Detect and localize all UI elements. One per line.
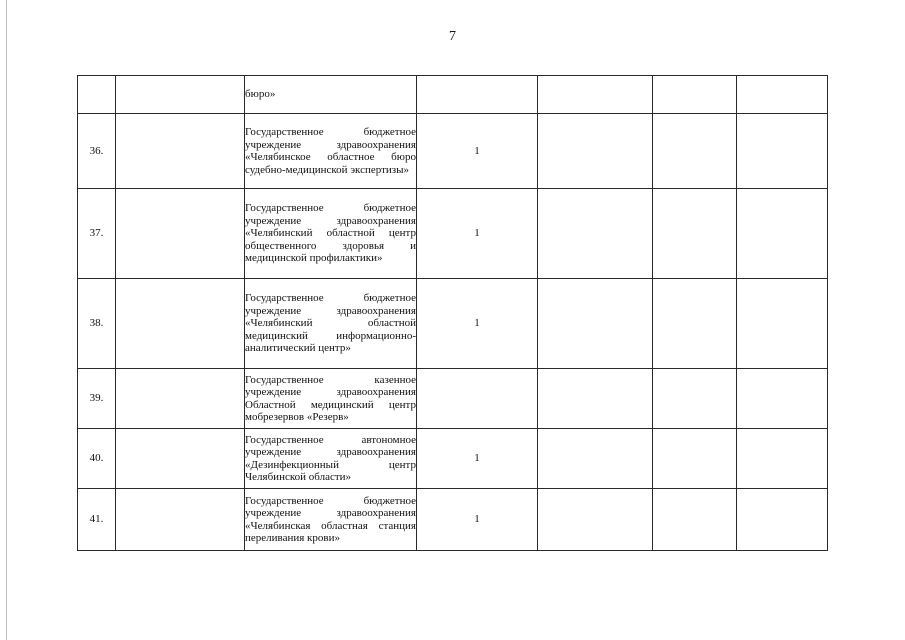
institution-name: бюро» <box>245 76 417 114</box>
empty-cell <box>653 189 737 279</box>
table-row <box>78 189 828 279</box>
quantity-cell: 1 <box>417 114 538 189</box>
empty-cell <box>116 369 245 429</box>
empty-cell <box>653 429 737 489</box>
empty-cell <box>653 279 737 369</box>
empty-cell <box>737 489 828 551</box>
institutions-table <box>77 75 828 551</box>
empty-cell <box>737 279 828 369</box>
empty-cell <box>737 369 828 429</box>
scan-edge-line <box>6 0 7 640</box>
empty-cell <box>116 279 245 369</box>
institution-name: Государственное бюджетное учреждение здравоохранения «Челябинская областная станция переливания крови» <box>245 489 417 551</box>
empty-cell <box>538 279 653 369</box>
table-row <box>78 76 828 114</box>
empty-cell <box>538 369 653 429</box>
institution-name: Государственное бюджетное учреждение здравоохранения «Челябинский областной медицинский информационно-аналитический центр» <box>245 279 417 369</box>
quantity-cell: 1 <box>417 429 538 489</box>
quantity-cell <box>417 369 538 429</box>
table-row <box>78 369 828 429</box>
row-number: 37. <box>78 189 116 279</box>
empty-cell <box>538 76 653 114</box>
row-number: 39. <box>78 369 116 429</box>
empty-cell <box>737 114 828 189</box>
quantity-cell <box>417 76 538 114</box>
table-row <box>78 429 828 489</box>
empty-cell <box>116 489 245 551</box>
empty-cell <box>538 114 653 189</box>
empty-cell <box>116 76 245 114</box>
empty-cell <box>653 114 737 189</box>
institution-name: Государственное бюджетное учреждение здравоохранения «Челябинский областной центр общественного здоровья и медицинской профилактики» <box>245 189 417 279</box>
empty-cell <box>538 429 653 489</box>
row-number <box>78 76 116 114</box>
quantity-cell: 1 <box>417 279 538 369</box>
table-row <box>78 279 828 369</box>
table-row <box>78 114 828 189</box>
empty-cell <box>116 429 245 489</box>
institution-name: Государственное казенное учреждение здравоохранения Областной медицинский центр мобрезервов «Резерв» <box>245 369 417 429</box>
empty-cell <box>116 189 245 279</box>
empty-cell <box>538 489 653 551</box>
empty-cell <box>737 189 828 279</box>
table-row <box>78 489 828 551</box>
empty-cell <box>653 369 737 429</box>
row-number: 41. <box>78 489 116 551</box>
empty-cell <box>116 114 245 189</box>
empty-cell <box>737 429 828 489</box>
institution-name: Государственное автономное учреждение здравоохранения «Дезинфекционный центр Челябинской области» <box>245 429 417 489</box>
quantity-cell: 1 <box>417 189 538 279</box>
institution-name: Государственное бюджетное учреждение здравоохранения «Челябинское областное бюро судебно-медицинской экспертизы» <box>245 114 417 189</box>
empty-cell <box>538 189 653 279</box>
empty-cell <box>653 489 737 551</box>
page-number: 7 <box>449 29 456 44</box>
empty-cell <box>653 76 737 114</box>
row-number: 40. <box>78 429 116 489</box>
quantity-cell: 1 <box>417 489 538 551</box>
empty-cell <box>737 76 828 114</box>
row-number: 38. <box>78 279 116 369</box>
row-number: 36. <box>78 114 116 189</box>
